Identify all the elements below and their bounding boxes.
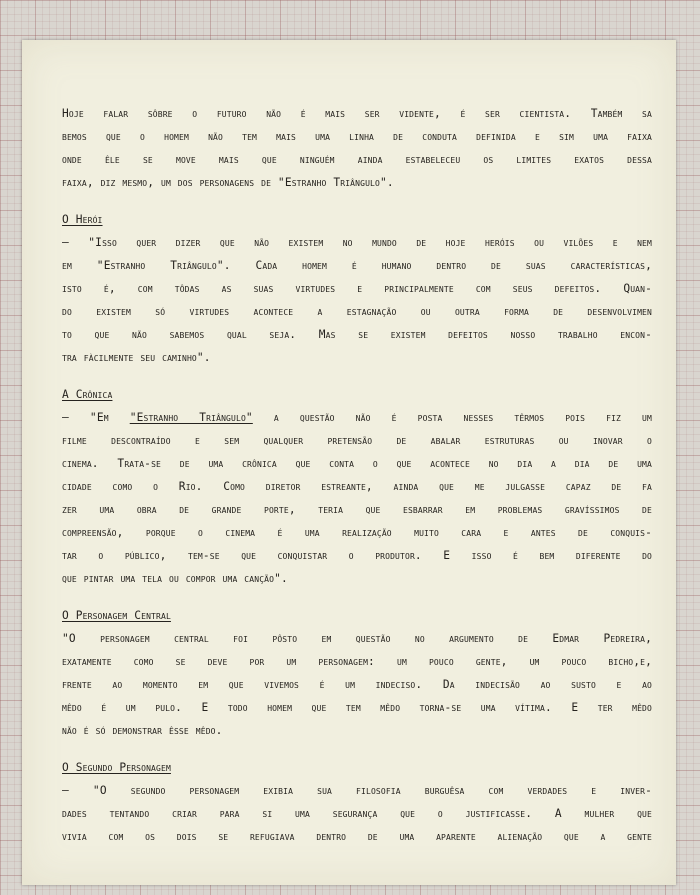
text-line: "O personagem central foi pôsto em questão no argumento de Edmar Pedreira, (62, 632, 652, 645)
section-o-segundo-personagem (62, 742, 652, 848)
intro-paragraph (62, 102, 652, 194)
section-heading: A Crônica (62, 388, 113, 401)
text-line: zer uma obra de grande porte, teria que esbarrar em problemas gravíssimos de (62, 503, 652, 516)
typewritten-page (22, 40, 676, 885)
text-line: vivia com os dois se refugiava dentro de uma aparente alienação que a gente (62, 830, 652, 843)
section-a-cronica (62, 369, 652, 590)
text-line: tra fàcilmente seu caminho". (62, 351, 211, 364)
section-o-personagem-central (62, 590, 652, 742)
text-line: Hoje falar sôbre o futuro não é mais ser vidente, é ser cientista. Também sa (62, 107, 652, 120)
text-line: não é só demonstrar êsse mêdo. (62, 724, 223, 737)
text-line: que pintar uma tela ou compor uma canção". (62, 572, 288, 585)
text-line: to que não sabemos qual seja. Mas se existem defeitos nosso trabalho encon- (62, 328, 652, 341)
underlined-title: "Estranho Triângulo" (129, 411, 253, 424)
typed-text (62, 102, 652, 848)
text-line: isto é, com tôdas as suas virtudes e principalmente com seus defeitos. Quan- (62, 282, 652, 295)
text-line: compreensão, porque o cinema é uma realização muito cara e antes de conquis- (62, 526, 652, 539)
text-line: — "Isso quer dizer que não existem no mundo de hoje heróis ou vilões e nem (62, 236, 652, 249)
text-line: — "O segundo personagem exibia sua filosofia burguêsa com verdades e inver- (62, 784, 652, 797)
text-line: em "Estranho Triângulo". Cada homem é humano dentro de suas características, (62, 259, 652, 272)
text-line: bemos que o homem não tem mais uma linha de conduta definida e sim uma faixa (62, 130, 652, 143)
text-line: exatamente como se deve por um personagem: um pouco gente, um pouco bicho,e, (62, 655, 652, 668)
text-line: mêdo é um pulo. E todo homem que tem mêdo torna-se uma vítima. E ter mêdo (62, 701, 652, 714)
text-line: cidade como o Rio. Como diretor estreante, ainda que me julgasse capaz de fa (62, 480, 652, 493)
section-o-heroi (62, 194, 652, 369)
text-line: filme descontraído e sem qualquer pretensão de abalar estruturas ou inovar o (62, 434, 652, 447)
text-line: faixa, diz mesmo, um dos personagens de "Estranho Triângulo". (62, 176, 394, 189)
section-heading: O Personagem Central (62, 609, 171, 622)
text-line: dades tentando criar para si uma segurança que o justificasse. A mulher que (62, 807, 652, 820)
section-heading: O Segundo Personagem (62, 761, 171, 774)
text-line: onde êle se move mais que ninguém ainda estabeleceu os limites exatos dessa (62, 153, 652, 166)
section-heading: O Herói (62, 213, 103, 226)
text-line: tar o público, tem-se que conquistar o produtor. E isso é bem diferente do (62, 549, 652, 562)
text-line: do existem só virtudes acontece a estagnação ou outra forma de desenvolvimen (62, 305, 652, 318)
text-line: — "Em "Estranho Triângulo" a questão não é posta nesses têrmos pois fiz um (62, 411, 652, 424)
text-line: frente ao momento em que vivemos é um indeciso. Da indecisão ao susto e ao (62, 678, 652, 691)
text-line: cinema. Trata-se de uma crônica que conta o que acontece no dia a dia de uma (62, 457, 652, 470)
